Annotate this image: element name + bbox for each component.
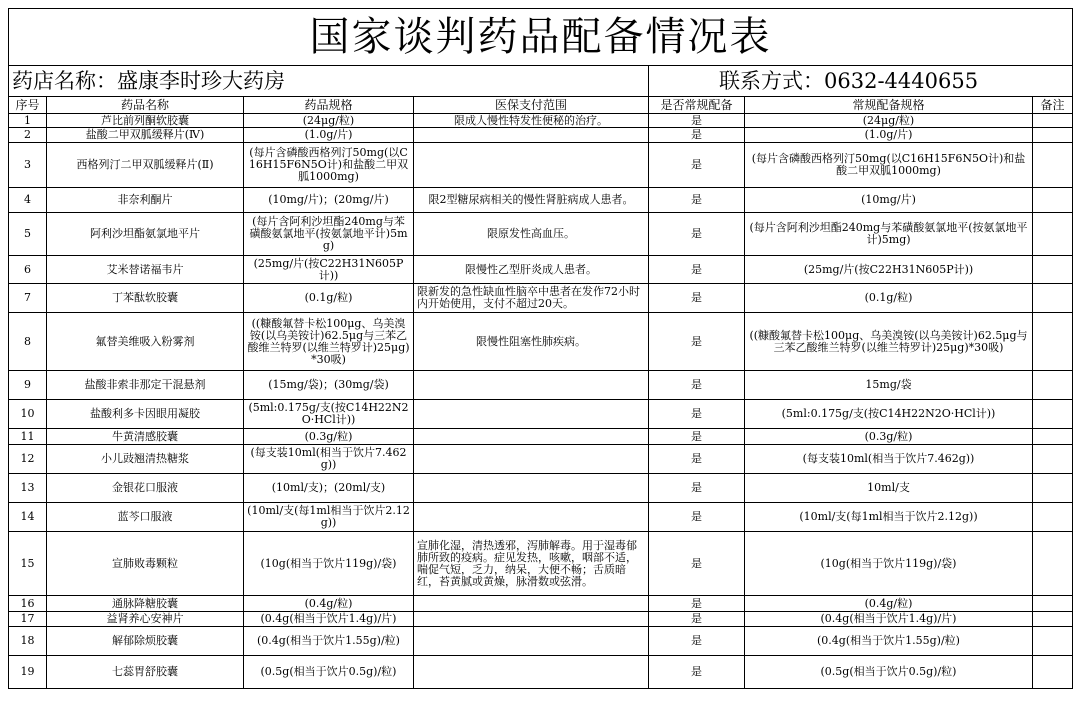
table-row xyxy=(9,313,1073,371)
contact-info: 联系方式：0632-4440655 xyxy=(649,66,1073,97)
row-no: 4 xyxy=(9,188,47,213)
drug-spec: (24μg/粒) xyxy=(244,114,414,128)
note xyxy=(1033,143,1073,188)
table-row xyxy=(9,503,1073,532)
insurance-scope xyxy=(414,627,649,656)
regular-flag: 是 xyxy=(649,400,745,429)
regular-spec: 10ml/支 xyxy=(745,474,1033,503)
drug-name: 阿利沙坦酯氨氯地平片 xyxy=(47,213,244,256)
insurance-scope: 限新发的急性缺血性脑卒中患者在发作72小时内开始使用，支付不超过20天。 xyxy=(414,284,649,313)
insurance-scope: 限2型糖尿病相关的慢性肾脏病成人患者。 xyxy=(414,188,649,213)
table-row xyxy=(9,143,1073,188)
regular-spec: (每支装10ml(相当于饮片7.462g)) xyxy=(745,445,1033,474)
note xyxy=(1033,128,1073,143)
note xyxy=(1033,532,1073,596)
regular-flag: 是 xyxy=(649,656,745,689)
regular-spec: (0.4g(相当于饮片1.55g)/粒) xyxy=(745,627,1033,656)
row-no: 3 xyxy=(9,143,47,188)
insurance-scope xyxy=(414,143,649,188)
regular-spec: (0.5g(相当于饮片0.5g)/粒) xyxy=(745,656,1033,689)
table-row xyxy=(9,596,1073,612)
drug-spec: (每支装10ml(相当于饮片7.462g)) xyxy=(244,445,414,474)
drug-spec: (25mg/片(按C22H31N605P计)) xyxy=(244,256,414,284)
regular-flag: 是 xyxy=(649,284,745,313)
note xyxy=(1033,612,1073,627)
row-no: 5 xyxy=(9,213,47,256)
drug-name: 宣肺败毒颗粒 xyxy=(47,532,244,596)
regular-flag: 是 xyxy=(649,532,745,596)
drug-spec: (1.0g/片) xyxy=(244,128,414,143)
regular-spec: (24μg/粒) xyxy=(745,114,1033,128)
note xyxy=(1033,400,1073,429)
row-no: 14 xyxy=(9,503,47,532)
regular-spec: (0.1g/粒) xyxy=(745,284,1033,313)
note xyxy=(1033,656,1073,689)
table-row xyxy=(9,371,1073,400)
regular-spec: (0.4g/粒) xyxy=(745,596,1033,612)
drug-spec: (0.4g/粒) xyxy=(244,596,414,612)
insurance-scope xyxy=(414,371,649,400)
row-no: 17 xyxy=(9,612,47,627)
table-row xyxy=(9,532,1073,596)
table-row xyxy=(9,656,1073,689)
row-no: 18 xyxy=(9,627,47,656)
regular-flag: 是 xyxy=(649,128,745,143)
insurance-scope: 限原发性高血压。 xyxy=(414,213,649,256)
row-no: 2 xyxy=(9,128,47,143)
regular-flag: 是 xyxy=(649,213,745,256)
col-header-regular-spec: 常规配备规格 xyxy=(745,97,1033,114)
regular-spec: (25mg/片(按C22H31N605P计)) xyxy=(745,256,1033,284)
row-no: 13 xyxy=(9,474,47,503)
row-no: 15 xyxy=(9,532,47,596)
insurance-scope xyxy=(414,503,649,532)
note xyxy=(1033,256,1073,284)
regular-flag: 是 xyxy=(649,114,745,128)
row-no: 8 xyxy=(9,313,47,371)
col-header-scope: 医保支付范围 xyxy=(414,97,649,114)
insurance-scope xyxy=(414,400,649,429)
drug-name: 氟替美维吸入粉雾剂 xyxy=(47,313,244,371)
regular-spec: ((糠酸氟替卡松100μg、乌美溴铵(以乌美铵计)62.5μg与三苯乙酸维兰特罗(以维兰特罗计)25μg)*30吸) xyxy=(745,313,1033,371)
drug-name: 盐酸非索非那定干混悬剂 xyxy=(47,371,244,400)
drug-name: 盐酸利多卡因眼用凝胶 xyxy=(47,400,244,429)
regular-spec: (0.4g(相当于饮片1.4g)/片) xyxy=(745,612,1033,627)
regular-spec: (5ml:0.175g/支(按C14H22N2O·HCl计)) xyxy=(745,400,1033,429)
table-row xyxy=(9,213,1073,256)
col-header-no: 序号 xyxy=(9,97,47,114)
insurance-scope: 宣肺化湿，清热透邪，泻肺解毒。用于湿毒郁肺所致的疫病。症见发热，咳嗽，咽部不适，喘促气短，乏力，纳呆，大便不畅；舌质暗红，苔黄腻或黄燥，脉滑数或弦滑。 xyxy=(414,532,649,596)
regular-flag: 是 xyxy=(649,445,745,474)
sheet-title: 国家谈判药品配备情况表 xyxy=(9,9,1073,66)
drug-name: 芦比前列酮软胶囊 xyxy=(47,114,244,128)
table-row xyxy=(9,429,1073,445)
drug-name: 蓝芩口服液 xyxy=(47,503,244,532)
insurance-scope: 限慢性乙型肝炎成人患者。 xyxy=(414,256,649,284)
table-row xyxy=(9,114,1073,128)
row-no: 12 xyxy=(9,445,47,474)
drug-spec: (每片含阿利沙坦酯240mg与苯磺酸氨氯地平(按氨氯地平计)5mg) xyxy=(244,213,414,256)
row-no: 19 xyxy=(9,656,47,689)
drug-name: 金银花口服液 xyxy=(47,474,244,503)
regular-spec: 15mg/袋 xyxy=(745,371,1033,400)
regular-flag: 是 xyxy=(649,429,745,445)
note xyxy=(1033,371,1073,400)
drug-spec: (0.1g/粒) xyxy=(244,284,414,313)
note xyxy=(1033,474,1073,503)
drug-spec: (10g(相当于饮片119g)/袋) xyxy=(244,532,414,596)
table-row xyxy=(9,445,1073,474)
drug-name: 解郁除烦胶囊 xyxy=(47,627,244,656)
header-row xyxy=(9,97,1073,114)
row-no: 1 xyxy=(9,114,47,128)
note xyxy=(1033,188,1073,213)
note xyxy=(1033,313,1073,371)
regular-flag: 是 xyxy=(649,596,745,612)
drug-spec: (10mg/片)；(20mg/片) xyxy=(244,188,414,213)
drug-name: 益肾养心安神片 xyxy=(47,612,244,627)
insurance-scope xyxy=(414,128,649,143)
drug-name: 七蕊胃舒胶囊 xyxy=(47,656,244,689)
note xyxy=(1033,627,1073,656)
regular-spec: (10g(相当于饮片119g)/袋) xyxy=(745,532,1033,596)
drug-table xyxy=(8,8,1073,689)
drug-spec: ((糠酸氟替卡松100μg、乌美溴铵(以乌美铵计)62.5μg与三苯乙酸维兰特罗(以维兰特罗计)25μg)*30吸) xyxy=(244,313,414,371)
insurance-scope xyxy=(414,612,649,627)
drug-name: 牛黄清感胶囊 xyxy=(47,429,244,445)
row-no: 9 xyxy=(9,371,47,400)
table-row xyxy=(9,284,1073,313)
insurance-scope xyxy=(414,429,649,445)
drug-spec: (10ml/支)；(20ml/支) xyxy=(244,474,414,503)
regular-flag: 是 xyxy=(649,188,745,213)
drug-name: 小儿豉翘清热糖浆 xyxy=(47,445,244,474)
row-no: 6 xyxy=(9,256,47,284)
regular-flag: 是 xyxy=(649,503,745,532)
note xyxy=(1033,213,1073,256)
note xyxy=(1033,445,1073,474)
table-row xyxy=(9,474,1073,503)
table-row xyxy=(9,612,1073,627)
drug-spec: (0.4g(相当于饮片1.55g)/粒) xyxy=(244,627,414,656)
regular-spec: (每片含阿利沙坦酯240mg与苯磺酸氨氯地平(按氨氯地平计)5mg) xyxy=(745,213,1033,256)
drug-spec: (5ml:0.175g/支(按C14H22N2O·HCl计)) xyxy=(244,400,414,429)
row-no: 16 xyxy=(9,596,47,612)
regular-flag: 是 xyxy=(649,256,745,284)
regular-spec: (0.3g/粒) xyxy=(745,429,1033,445)
insurance-scope xyxy=(414,656,649,689)
row-no: 7 xyxy=(9,284,47,313)
col-header-name: 药品名称 xyxy=(47,97,244,114)
row-no: 11 xyxy=(9,429,47,445)
note xyxy=(1033,596,1073,612)
table-row xyxy=(9,627,1073,656)
regular-spec: (每片含磷酸西格列汀50mg(以C16H15F6N5O计)和盐酸二甲双胍1000mg) xyxy=(745,143,1033,188)
insurance-scope xyxy=(414,445,649,474)
row-no: 10 xyxy=(9,400,47,429)
table-row xyxy=(9,256,1073,284)
col-header-note: 备注 xyxy=(1033,97,1073,114)
note xyxy=(1033,284,1073,313)
regular-flag: 是 xyxy=(649,627,745,656)
regular-flag: 是 xyxy=(649,474,745,503)
drug-name: 盐酸二甲双胍缓释片(Ⅳ) xyxy=(47,128,244,143)
drug-name: 艾米替诺福韦片 xyxy=(47,256,244,284)
drug-name: 丁苯酞软胶囊 xyxy=(47,284,244,313)
drug-spec: (0.5g(相当于饮片0.5g)/粒) xyxy=(244,656,414,689)
table-row xyxy=(9,400,1073,429)
col-header-regular: 是否常规配备 xyxy=(649,97,745,114)
drug-spec: (0.4g(相当于饮片1.4g)/片) xyxy=(244,612,414,627)
regular-spec: (10mg/片) xyxy=(745,188,1033,213)
regular-spec: (10ml/支(每1ml相当于饮片2.12g)) xyxy=(745,503,1033,532)
insurance-scope xyxy=(414,474,649,503)
note xyxy=(1033,503,1073,532)
regular-flag: 是 xyxy=(649,313,745,371)
regular-flag: 是 xyxy=(649,371,745,400)
regular-spec: (1.0g/片) xyxy=(745,128,1033,143)
col-header-spec: 药品规格 xyxy=(244,97,414,114)
insurance-scope: 限慢性阻塞性肺疾病。 xyxy=(414,313,649,371)
drug-name: 通脉降糖胶囊 xyxy=(47,596,244,612)
insurance-scope: 限成人慢性特发性便秘的治疗。 xyxy=(414,114,649,128)
drug-spec: (15mg/袋)；(30mg/袋) xyxy=(244,371,414,400)
drug-name: 西格列汀二甲双胍缓释片(Ⅱ) xyxy=(47,143,244,188)
spreadsheet xyxy=(8,8,1072,689)
drug-spec: (10ml/支(每1ml相当于饮片2.12g)) xyxy=(244,503,414,532)
drug-spec: (0.3g/粒) xyxy=(244,429,414,445)
table-row xyxy=(9,128,1073,143)
regular-flag: 是 xyxy=(649,612,745,627)
drug-name: 非奈利酮片 xyxy=(47,188,244,213)
insurance-scope xyxy=(414,596,649,612)
regular-flag: 是 xyxy=(649,143,745,188)
note xyxy=(1033,429,1073,445)
pharmacy-name: 药店名称：盛康李时珍大药房 xyxy=(9,66,649,97)
table-row xyxy=(9,188,1073,213)
drug-spec: (每片含磷酸西格列汀50mg(以C16H15F6N5O计)和盐酸二甲双胍1000mg) xyxy=(244,143,414,188)
note xyxy=(1033,114,1073,128)
